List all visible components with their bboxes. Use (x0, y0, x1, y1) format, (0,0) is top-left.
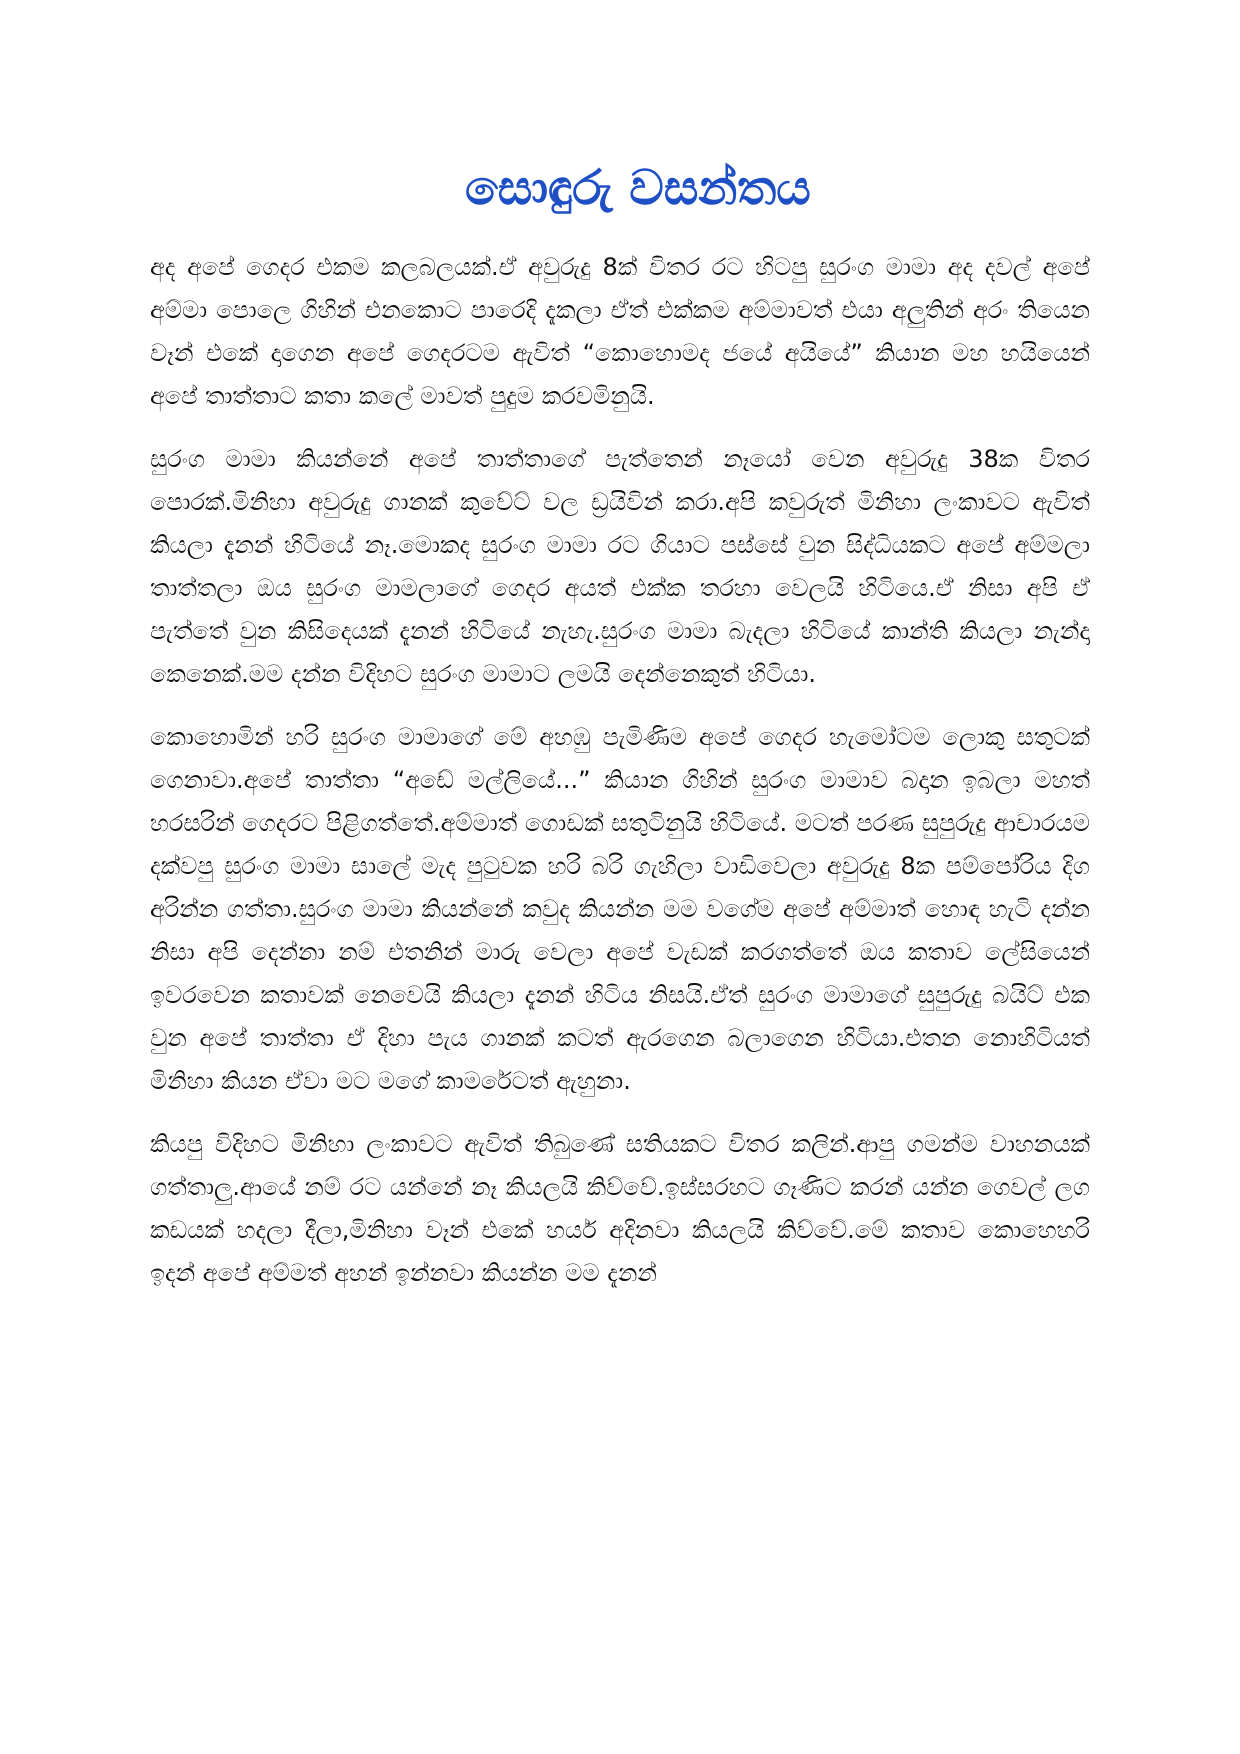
paragraph-1: අද අපේ ගෙදර එකම කලබලයක්.ඒ අවුරුදු 8ක් විතර රට හිටපු සුරංග මාමා අද දවල් අපේ අම්මා පොලෙ ගිහින් එනකොට පාරෙදි දැකලා ඒත් එක්කම අම්මාවත් එයා අලුතින් අරං තියෙන වෑන් එකේ දාගෙන අපේ ගෙදරටම ඇවිත් “කොහොමද ජයේ අයියේ” කියාන මහ හයියෙන් අපේ තාත්තාට කතා කලේ මාවත් පුදුම කරවමිනුයි. (150, 253, 1090, 410)
paragraph-2: සුරංග මාමා කියන්නේ අපේ තාත්තාගේ පැත්තෙන් නෑයෝ වෙන අවුරුදු 38ක විතර පොරක්.මිනිහා අවුරුදු ගානක් කුවේට් වල ඩ්‍රයිවින් කරා.අපි කවුරුත් මිනිහා ලංකාවට ඇවිත් කියලා දැනන් හිටියේ නෑ.මොකද සුරංග මාමා රට ගියාට පස්සේ වුන සිද්ධියකට අපේ අම්මලා තාත්තලා ඔය සුරංග මාමලාගේ ගෙදර අයත් එක්ක තරහා වෙලයි හිටියෙ.ඒ නිසා අපි ඒ පැත්තේ වුන කිසිදෙයක් දැනන් හිටියේ නැහැ.සුරංග මාමා බැදලා හිටියේ කාන්ති කියලා නැන්දා කෙනෙක්.මම දන්න විදිහට සුරංග මාමාට ලමයි දෙන්නෙකුත් හිටියා. (150, 445, 1090, 688)
paragraph-4: කියපු විදිහට මිනිහා ලංකාවට ඇවිත් තිබුණේ සතියකට විතර කලින්.ආපු ගමන්ම වාහනයක් ගත්තාලු.ආයේ නම් රට යන්නේ නෑ කියලයි කිව්වේ.ඉස්සරහට ගෑණිට කරන් යන්න ගෙවල් ලග කඩයක් හදලා දීලා,මිනිහා වෑන් එකේ හයර් අදිනවා කියලයි කිව්වේ.මේ කතාව කොහෙහරි ඉදන් අපේ අම්මත් අහන් ඉන්නවා කියන්න මම දැනන් (150, 1130, 1090, 1287)
paragraph-3: කොහොමින් හරි සුරංග මාමාගේ මේ අහඹු පැමිණිම අපේ ගෙදර හැමෝටම ලොකු සතුටක් ගෙනාවා.අපේ තාත්තා “අඩේ මල්ලියේ...” කියාන ගිහින් සුරංග මාමාව බදාන ඉබලා මහත් හරසරින් ගෙදරට පිළිගත්තේ.අම්මාත් ගොඩක් සතුටිනුයි හිටියේ. මටත් පරණ සුපුරුදු ආචාරයම දක්වපු සුරංග මාමා සාලේ මැද පුටුවක හරි බරි ගැහිලා වාඩිවෙලා අවුරුදු 8ක පම්පෝරිය දිග අරින්න ගත්තා.සුරංග මාමා කියන්නේ කවුද කියන්න මම වගේම අපේ අම්මාත් හොඳ හැටි දන්න නිසා අපි දෙන්නා නම් එතනින් මාරු වෙලා අපේ වැඩක් කරගත්තේ ඔය කතාව ලේසියෙන් ඉවරවෙන කතාවක් නෙවෙයි කියලා දැනන් හිටිය නිසයි.ඒත් සුරංග මාමාගේ සුපුරුදු බයිට් එක වුන අපේ තාත්තා ඒ දිහා පැය ගානක් කටත් ඇරගෙන බලාගෙන හිටියා.එතන නොහිටියත් මිනිහා කියන ඒවා මට මගේ කාමරේටත් ඇහුනා. (150, 723, 1090, 1095)
story-title: සොඳුරු වසන්තය (465, 160, 811, 216)
document-page (150, 150, 1090, 1710)
